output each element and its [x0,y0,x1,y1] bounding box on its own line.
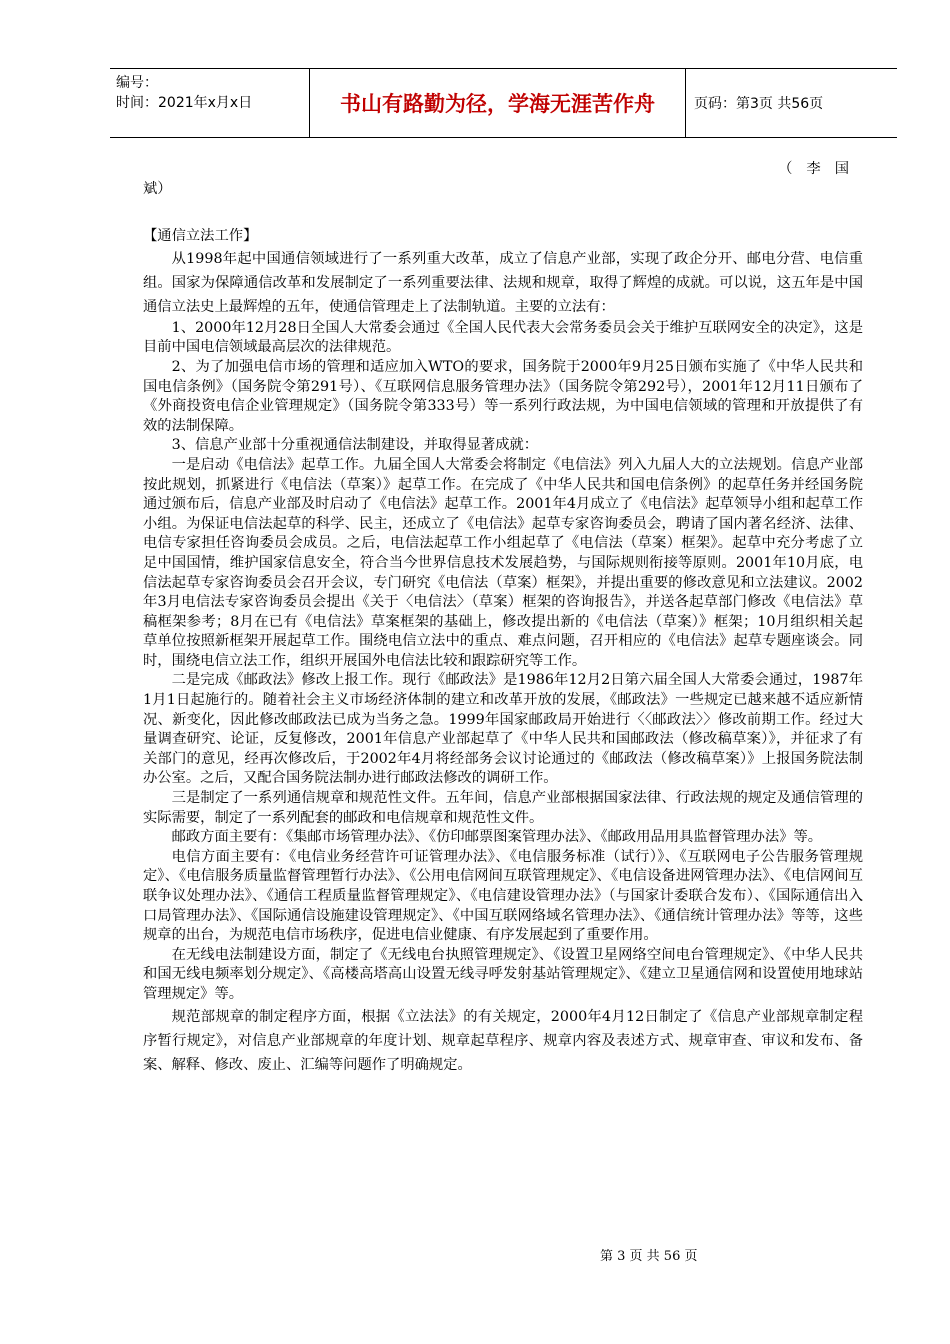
paragraph: 在无线电法制建设方面，制定了《无线电台执照管理规定》、《设置卫星网络空间电台管理规定》、《中华人民共和国无线电频率划分规定》、《高楼高塔高山设置无线寻呼发射基站管理规定》、《建立卫星通信网和设置使用地球站管理规定》等。 [143,946,863,1002]
number-label: 编号： [116,75,158,91]
header-meta [110,69,310,137]
author-line-tail: 斌） [143,180,172,197]
section-title: 【通信立法工作】 [143,228,258,245]
header-page-info: 页码：第3页 共56页 [694,96,824,112]
paragraph: 3、信息产业部十分重视通信法制建设，并取得显著成就： [171,437,539,454]
author-line: （李国 [778,161,863,177]
paragraph: 邮政方面主要有：《集邮市场管理办法》、《仿印邮票图案管理办法》、《邮政用品用具监督管理办法》等。 [171,829,823,846]
paragraph: 三是制定了一系列通信规章和规范性文件。五年间，信息产业部根据国家法律、行政法规的规定及通信管理的实际需要，制定了一系列配套的邮政和电信规章和规范性文件。 [143,790,863,826]
paragraph: 从1998年起中国通信领域进行了一系列重大改革，成立了信息产业部，实现了政企分开、邮电分营、电信重组。国家为保障通信改革和发展制定了一系列重要法律、法规和规章，取得了辉煌的成就。可以说，这五年是中国通信立法史上最辉煌的五年，使通信管理走上了法制轨道。主要的立法有： [143,250,863,315]
paragraph: 二是完成《邮政法》修改上报工作。现行《邮政法》是1986年12月2日第六届全国人大常委会通过，1987年1月1日起施行的。随着社会主义市场经济体制的建立和改革开放的发展，《邮政法》一些规定已越来越不适应新情况、新变化，因此修改邮政法已成为当务之急。1999年国家邮政局开始进行〈〈邮政法〉〉修改前期工作。经过大量调查研究、论证，反复修改，2001年信息产业部起草了《中华人民共和国邮政法（修改稿草案）》，并征求了有关部门的意见，经再次修改后，于2002年4月将经部务会议讨论通过的《邮政法（修改稿草案）》上报国务院法制办公室。之后，又配合国务院法制办进行邮政法修改的调研工作。 [143,672,863,787]
paragraph: 一是启动《电信法》起草工作。九届全国人大常委会将制定《电信法》列入九届人大的立法规划。信息产业部按此规划，抓紧进行《电信法（草案）》起草工作。在完成了《中华人民共和国电信条例》的起草任务并经国务院通过颁布后，信息产业部及时启动了《电信法》起草工作。2001年4月成立了《电信法》起草领导小组和起草工作小组。为保证电信法起草的科学、民主，还成立了《电信法》起草专家咨询委员会，聘请了国内著名经济、法律、电信专家担任咨询委员会成员。之后，电信法起草工作小组起草了《电信法（草案）框架》。起草中充分考虑了立足中国国情，维护国家信息安全，符合当今世界信息技术发展趋势，与国际规则衔接等原则。2001年10月底，电信法起草专家咨询委员会召开会议，专门研究《电信法（草案）框架》，并提出重要的修改意见和立法建议。2002年3月电信法专家咨询委员会提出《关于〈电信法〉（草案）框架的咨询报告》，并送各起草部门修改《电信法》草稿框架参考；8月在已有《电信法》草案框架的基础上，修改提出新的《电信法（草案）》框架；10月组织相关起草单位按照新框架开展起草工作。围绕电信立法中的重点、难点问题，召开相应的《电信法》起草专题座谈会。同时，围绕电信立法工作，组织开展国外电信法比较和跟踪研究等工作。 [143,456,863,669]
page-header [110,68,897,138]
page-footer: 第 3 页 共 56 页 [600,1249,698,1264]
paragraph: 电信方面主要有：《电信业务经营许可证管理办法》、《电信服务标准（试行）》、《互联网电子公告服务管理规定》、《电信服务质量监督管理暂行办法》、《公用电信网间互联管理规定》、《电信设备进网管理办法》、《电信网间互联争议处理办法》、《通信工程质量监督管理规定》、《电信建设管理办法》（与国家计委联合发布）、《国际通信出入口局管理办法》、《国际通信设施建设管理规定》、《中国互联网络域名管理办法》、《通信统计管理办法》等等，这些规章的出台，为规范电信市场秩序，促进电信业健康、有序发展起到了重要作用。 [143,848,863,944]
paragraph: 规范部规章的制定程序方面，根据《立法法》的有关规定，2000年4月12日制定了《信息产业部规章制定程序暂行规定》，对信息产业部规章的年度计划、规章起草程序、规章内容及表述方式、规章审查、审议和发布、备案、解释、修改、废止、汇编等问题作了明确规定。 [143,1008,863,1073]
paragraph: 2、为了加强电信市场的管理和适应加入WTO的要求，国务院于2000年9月25日颁布实施了《中华人民共和国电信条例》（国务院令第291号）、《互联网信息服务管理办法》（国务院令第292号），2001年12月11日颁布了《外商投资电信企业管理规定》（国务院令第333号）等一系列行政法规，为中国电信领域的管理和开放提供了有效的法制保障。 [143,358,863,434]
paragraph: 1、2000年12月28日全国人大常委会通过《全国人民代表大会常务委员会关于维护互联网安全的决定》，这是目前中国电信领域最高层次的法律规范。 [143,319,863,356]
header-motto: 书山有路勤为径，学海无涯苦作舟 [310,69,686,137]
document-body [143,160,863,1077]
time-label: 时间：2021年x月x日 [116,95,253,111]
